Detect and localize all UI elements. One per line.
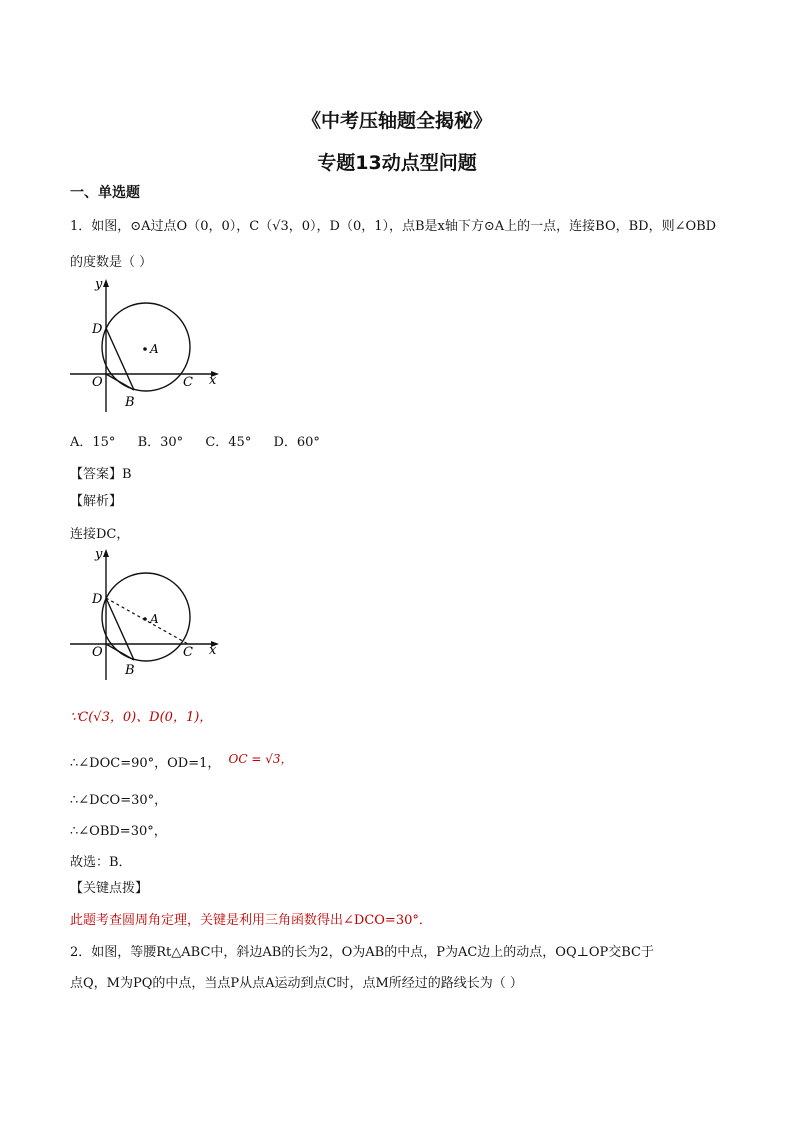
option-a: A．15°: [70, 435, 116, 450]
y-arrow: [103, 549, 109, 557]
label-A: A: [150, 342, 159, 356]
option-c: C．45°: [205, 435, 252, 450]
document-title: 《中考压轴题全揭秘》: [301, 110, 492, 132]
q1-step3: ∴∠DCO=30°，: [70, 793, 168, 808]
segment-DC: [106, 598, 188, 644]
q1-step4: ∴∠OBD=30°，: [70, 824, 167, 839]
q1-options: [70, 431, 338, 450]
label-C: C: [183, 375, 193, 390]
section-heading: 一、单选题: [70, 185, 140, 201]
label-B: B: [125, 663, 135, 678]
option-b: B．30°: [137, 435, 184, 450]
q1-key-label: 【关键点拨】: [70, 881, 149, 896]
q1-key-text: 此题考查圆周角定理，关键是利用三角函数得出∠DCO=30°．: [70, 913, 432, 928]
q1-answer: 【答案】B: [70, 467, 132, 482]
label-x: x: [209, 643, 217, 658]
q1-step2b: OC = √3，: [228, 752, 293, 766]
q1-stem-line2: 的度数是（ ）: [70, 255, 153, 270]
q1-stem-line1: 1．如图，⊙A过点O（0，0），C（√3，0），D（0，1），点B是x轴下方⊙A上的一点，连接BO，BD，则∠OBD: [70, 219, 717, 234]
document-subtitle: 专题13动点型问题: [317, 152, 477, 174]
q1-step1: ∵C(√3，0)、D(0，1)，: [70, 710, 213, 725]
q1-connect: 连接DC，: [70, 527, 130, 542]
label-D: D: [92, 322, 103, 337]
segment-DB: [106, 598, 134, 660]
label-B: B: [125, 395, 135, 410]
label-O: O: [92, 375, 103, 390]
label-C: C: [183, 645, 193, 660]
q1-step2a: ∴∠DOC=90°，OD=1，: [70, 756, 221, 771]
label-y: y: [95, 547, 103, 562]
point-A: [143, 347, 147, 351]
label-A: A: [150, 612, 159, 626]
q1-step2: [70, 752, 293, 771]
q1-choice: 故选：B．: [70, 855, 132, 870]
q2-stem-line1: 2．如图，等腰Rt△ABC中，斜边AB的长为2，O为AB的中点，P为AC边上的动点，OQ⊥OP交BC于: [70, 945, 654, 960]
label-D: D: [92, 592, 103, 607]
point-A: [143, 617, 147, 621]
q1-analysis-label: 【解析】: [70, 494, 123, 509]
q1-solution-figure: [66, 546, 226, 680]
label-y: y: [95, 277, 103, 292]
y-arrow: [103, 279, 109, 287]
q1-figure: [66, 276, 226, 412]
segment-DB: [106, 328, 134, 390]
label-O: O: [92, 645, 103, 660]
q2-stem-line2: 点Q，M为PQ的中点，当点P从点A运动到点C时，点M所经过的路线长为（ ）: [70, 976, 523, 991]
option-d: D．60°: [273, 435, 320, 450]
label-x: x: [209, 373, 217, 388]
